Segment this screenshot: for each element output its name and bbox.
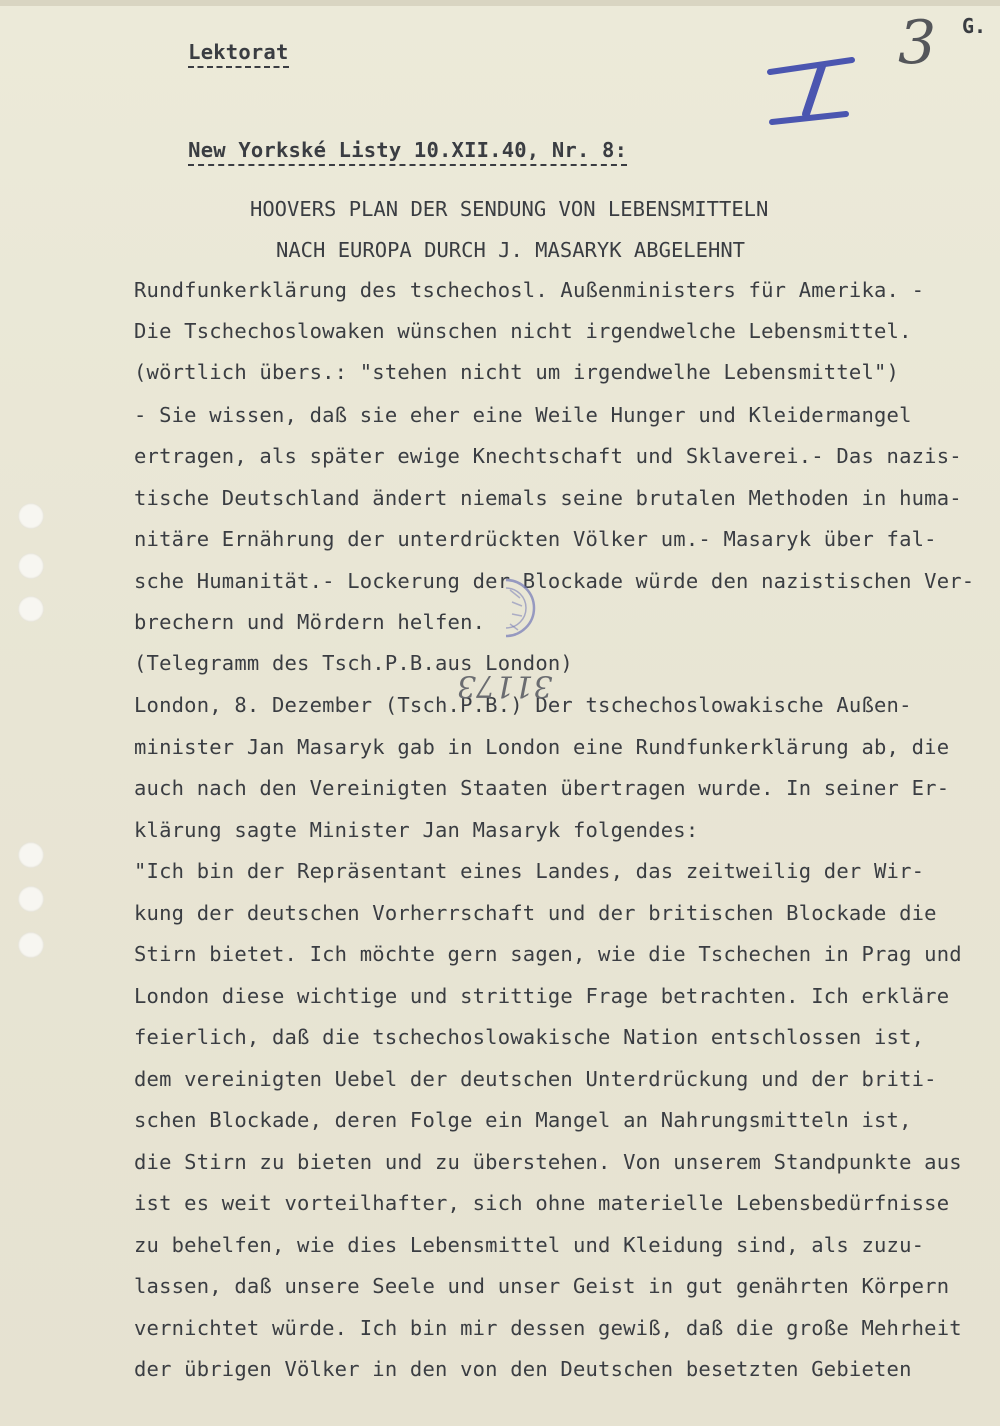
text-line: (wörtlich übers.: "stehen nicht um irgendwelhe Lebensmittel") — [134, 360, 900, 384]
text-line: Die Tschechoslowaken wünschen nicht irgendwelche Lebensmittel. — [134, 319, 912, 343]
source-line: New Yorkské Listy 10.XII.40, Nr. 8: — [138, 114, 627, 186]
corner-letter: G. — [962, 14, 987, 38]
punch-hole — [18, 553, 44, 579]
text-line: brechern und Mördern helfen. — [134, 610, 486, 634]
title-line-1: HOOVERS PLAN DER SENDUNG VON LEBENSMITTELN — [250, 197, 769, 221]
roman-numeral-text: I — [766, 39, 776, 58]
text-line: London, 8. Dezember (Tsch.P.B.) Der tschechoslowakische Außen- — [134, 693, 912, 717]
blue-pencil-mark — [766, 39, 858, 128]
text-line: sche Humanität.- Lockerung der Blockade würde den nazistischen Ver- — [134, 569, 975, 593]
punch-hole — [18, 886, 44, 912]
text-line: die Stirn zu bieten und zu überstehen. Von unserem Standpunkte aus — [134, 1150, 962, 1174]
punch-hole — [18, 596, 44, 622]
text-line: nitäre Ernährung der unterdrückten Völker um.- Masaryk über fal- — [134, 527, 937, 551]
library-stamp — [476, 576, 530, 640]
text-line: London diese wichtige und strittige Frage betrachten. Ich erkläre — [134, 984, 950, 1008]
text-line: vernichtet würde. Ich bin mir dessen gewiß, daß die große Mehrheit — [134, 1316, 962, 1340]
text-line: lassen, daß unsere Seele und unser Geist in gut genährten Körpern — [134, 1274, 950, 1298]
text-line: (Telegramm des Tsch.P.B.aus London) — [134, 651, 573, 675]
text-line: "Ich bin der Repräsentant eines Landes, das zeitweilig der Wir- — [134, 859, 925, 883]
text-line: Stirn bietet. Ich möchte gern sagen, wie die Tschechen in Prag und — [134, 942, 962, 966]
punch-hole — [18, 932, 44, 958]
title-line-2: NACH EUROPA DURCH J. MASARYK ABGELEHNT — [276, 238, 745, 262]
text-line: auch nach den Vereinigten Staaten übertragen wurde. In seiner Er- — [134, 776, 950, 800]
department-label: Lektorat — [138, 16, 289, 88]
text-line: tische Deutschland ändert niemals seine brutalen Methoden in huma- — [134, 486, 962, 510]
punch-hole — [18, 842, 44, 868]
handwritten-page-number: 3 — [898, 8, 937, 78]
handwritten-archive-number: 31173 — [457, 668, 553, 703]
text-line: ist es weit vorteilhafter, sich ohne materielle Lebensbedürfnisse — [134, 1191, 950, 1215]
text-line: minister Jan Masaryk gab in London eine Rundfunkerklärung ab, die — [134, 735, 950, 759]
text-line: - Sie wissen, daß sie eher eine Weile Hunger und Kleidermangel — [134, 403, 912, 427]
text-line: klärung sagte Minister Jan Masaryk folgendes: — [134, 818, 699, 842]
text-line: zu behelfen, wie dies Lebensmittel und Kleidung sind, als zuzu- — [134, 1233, 925, 1257]
punch-hole — [18, 503, 44, 529]
text-line: kung der deutschen Vorherrschaft und der britischen Blockade die — [134, 901, 937, 925]
text-line: ertragen, als später ewige Knechtschaft und Sklaverei.- Das nazis- — [134, 444, 962, 468]
paper-edge — [0, 0, 1000, 6]
text-line: der übrigen Völker in den von den Deutschen besetzten Gebieten — [134, 1357, 912, 1381]
text-line: schen Blockade, deren Folge ein Mangel an Nahrungsmitteln ist, — [134, 1108, 912, 1132]
text-line: dem vereinigten Uebel der deutschen Unterdrückung und der briti- — [134, 1067, 937, 1091]
text-line: Rundfunkerklärung des tschechosl. Außenministers für Amerika. - — [134, 278, 925, 302]
text-line: feierlich, daß die tschechoslowakische Nation entschlossen ist, — [134, 1025, 925, 1049]
